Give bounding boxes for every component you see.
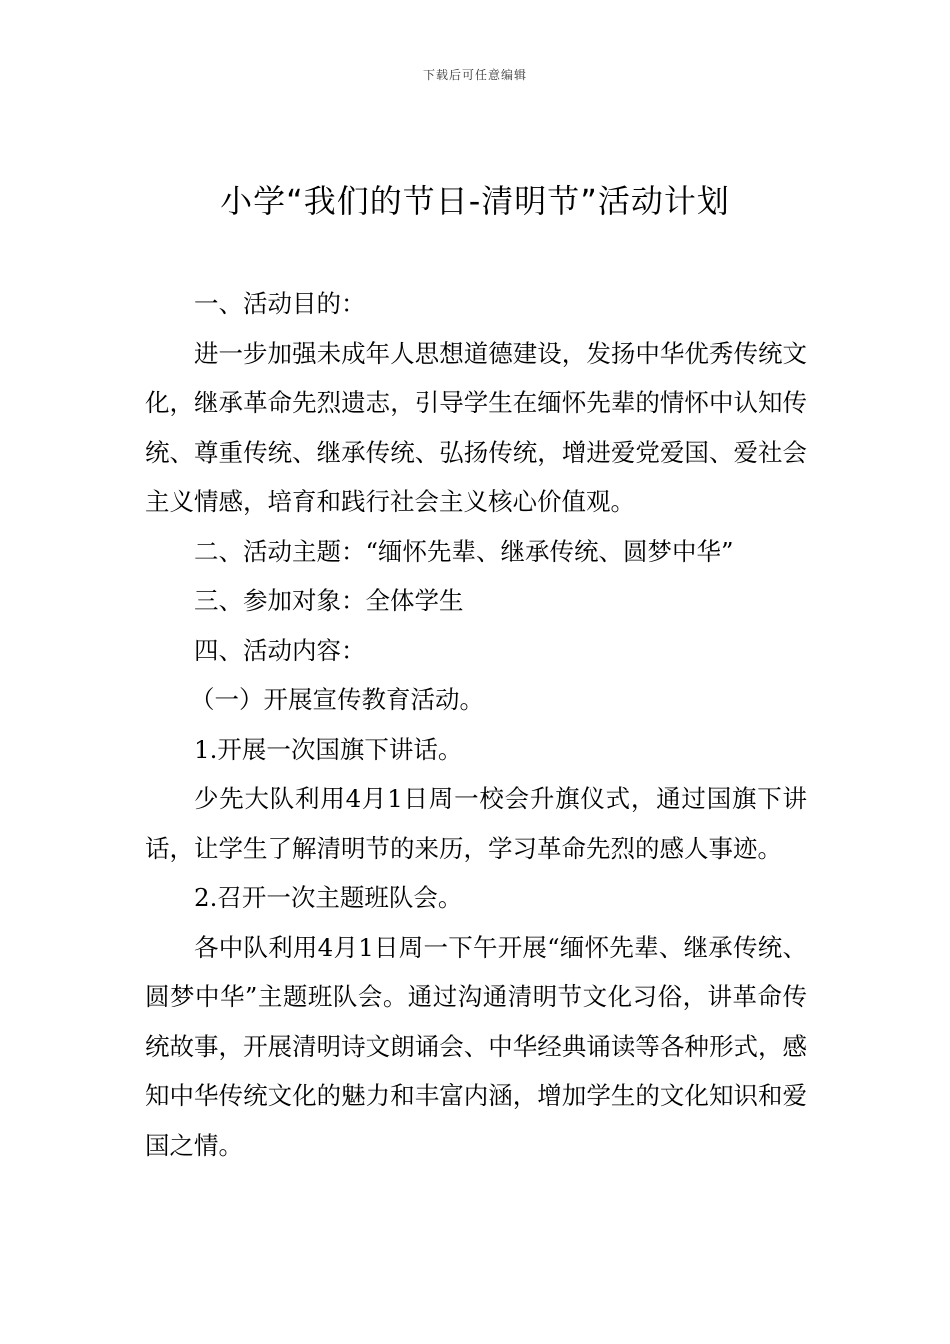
section-heading-purpose: 一、活动目的： [194,289,366,318]
paragraph-purpose: 进一步加强未成年人思想道德建设，发扬中华优秀传统文化，继承革命先烈遗志，引导学生在缅怀先辈的情怀中认知传统、尊重传统、继承传统、弘扬传统，增进爱党爱国、爱社会主义情感，培育和践行社会主义核心价值观。 [145,338,807,516]
paragraph-class-meeting: 各中队利用4月1日周一下午开展“缅怀先辈、继承传统、圆梦中华”主题班队会。通过沟通清明节文化习俗，讲革命传统故事，开展清明诗文朗诵会、中华经典诵读等各种形式，感知中华传统文化的魅力和丰富内涵，增加学生的文化知识和爱国之情。 [145,932,807,1160]
section-heading-theme: 二、活动主题：“缅怀先辈、继承传统、圆梦中华” [194,536,734,566]
document-title: 小学“我们的节日-清明节”活动计划 [220,182,730,220]
item-heading-flag-speech: 1.开展一次国旗下讲话。 [194,734,463,764]
subsection-heading-promotion: （一）开展宣传教育活动。 [190,685,484,714]
document-body [145,279,807,1170]
paragraph-flag-speech: 少先大队利用4月1日周一校会升旗仪式，通过国旗下讲话，让学生了解清明节的来历，学习革命先烈的感人事迹。 [145,784,807,863]
section-heading-participants: 三、参加对象：全体学生 [194,586,464,615]
item-heading-class-meeting: 2.召开一次主题班队会。 [194,883,463,912]
header-note: 下载后可任意编辑 [422,68,527,82]
section-heading-content: 四、活动内容： [194,635,366,665]
